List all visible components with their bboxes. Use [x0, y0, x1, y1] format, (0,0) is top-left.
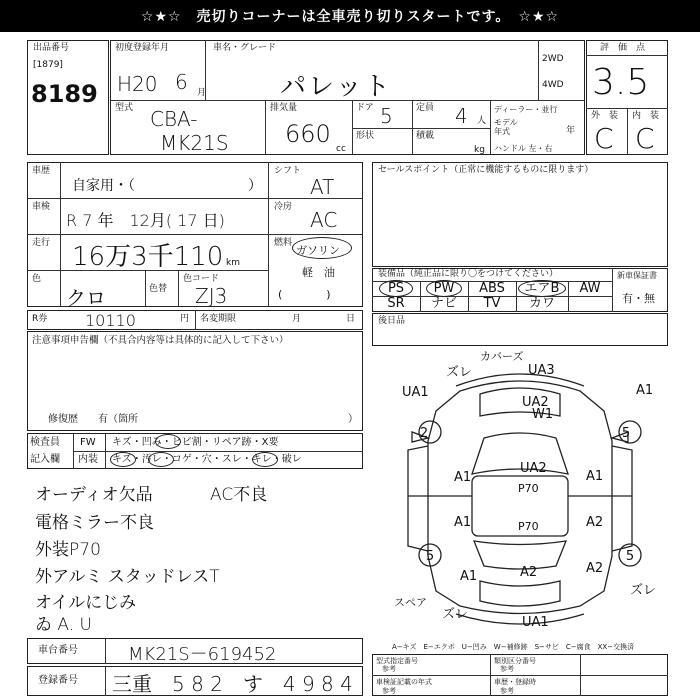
shift-value: AT — [310, 175, 335, 199]
mileage-value: 16万3千110 — [72, 242, 224, 272]
sales-point-box — [372, 162, 668, 267]
mark-a1-right-front: A1 — [586, 469, 604, 484]
mark-zure-rear-left: ズレ — [442, 607, 469, 622]
shift-label: シフト — [274, 166, 302, 176]
lot-sub: [1879] — [33, 60, 63, 70]
score-ext-label: 外 装 — [591, 111, 619, 121]
equip-navi: ナビ — [430, 296, 457, 311]
chassis-value: MK21S－619452 — [128, 644, 277, 665]
fuel-diesel: 軽 油 — [302, 266, 335, 279]
capacity-value: 4 — [455, 104, 468, 128]
car-name-value: パレット — [280, 72, 392, 102]
note-audio: オーディオ欠品 — [35, 485, 153, 505]
dealer-model-year: モデル 年式 — [494, 118, 518, 136]
sales-point-label: セールスポイント（正常に機能するものに限ります） — [378, 165, 594, 175]
ac-label: 冷房 — [274, 202, 293, 212]
bottom-r4a: 参考 — [382, 687, 396, 695]
displacement-label: 排気量 — [270, 103, 298, 113]
mileage-unit: km — [226, 258, 240, 268]
first-reg-era: H20 — [117, 72, 158, 96]
mark-spare: スペア — [394, 596, 427, 609]
mark-a1-left-rear: A1 — [454, 515, 472, 530]
mark-ua3: UA3 — [528, 363, 555, 378]
rear-items-label: 後日品 — [378, 316, 406, 326]
equip-pw-circle — [426, 280, 462, 297]
equip-tv: TV — [483, 296, 501, 311]
wd-4: 4WD — [542, 80, 564, 90]
mark-cover: カバーズ — [480, 350, 524, 363]
new-warranty-value: 有・無 — [622, 292, 655, 305]
car-name-label: 車名・グレード — [213, 43, 277, 53]
lot-label: 出品番号 — [33, 43, 70, 53]
mark-ua2-center: UA2 — [520, 461, 547, 476]
usage-value: 自家用・（ — [72, 178, 135, 194]
model-line2: MK21S — [160, 131, 229, 155]
fuel-gasoline: ガソリン — [296, 244, 340, 257]
displacement-value: 660 — [285, 120, 331, 148]
mark-2: 2 — [419, 426, 429, 441]
mark-5-rear-right: 5 — [625, 549, 635, 564]
notes-label: 注意事項申告欄（不具合内容等は具体的に記入して下さい） — [32, 335, 289, 346]
inspector-label1: 検査員 — [30, 437, 60, 448]
dealer-year-unit: 年 — [566, 126, 576, 136]
inspector-circle-dirt — [148, 452, 174, 467]
mark-a2-right-rear: A2 — [586, 515, 604, 530]
color-value: クロ — [66, 286, 106, 310]
fuel-paren: ( ) — [278, 288, 331, 301]
color-code-label: 色コード — [183, 274, 220, 284]
equip-airbag-circle — [518, 280, 566, 297]
dealer-handle: ハンドル 左・右 — [494, 144, 553, 153]
color-code-value: ZJ3 — [195, 284, 228, 308]
score-int-value: C — [635, 122, 655, 155]
recycle-month: 月 — [292, 314, 302, 324]
bottom-r3b: 車歴・登録時 — [494, 678, 536, 686]
mileage-label: 走行 — [32, 238, 51, 248]
shape-label: 形状 — [356, 131, 375, 141]
bottom-r2b: 参考 — [500, 665, 514, 673]
bottom-r3a: 車検証記載の年式 — [376, 678, 432, 686]
load-unit: kg — [474, 145, 485, 155]
note-wheels: 外アルミ スタッドレスT — [35, 567, 220, 587]
color-label: 色 — [32, 274, 42, 284]
equipment-label: 装備品（純正品に限り〇をつけてください） — [378, 269, 559, 279]
lot-number: 8189 — [31, 80, 98, 108]
score-label: 評 価 点 — [600, 43, 646, 53]
equip-sr: SR — [387, 296, 405, 311]
note-exterior: 外装P70 — [35, 540, 101, 560]
inspector-int: 内装 — [78, 454, 98, 465]
inspector-circle-scratch — [110, 452, 136, 467]
inspection-label: 車検 — [32, 202, 51, 212]
bottom-r4b: 参考 — [500, 687, 514, 695]
score-value: 3.5 — [592, 62, 650, 103]
recycle-unit: 円 — [180, 314, 190, 324]
inspector-label2: 記入欄 — [30, 454, 60, 465]
damage-legend: A−キズ E−エクボ U−凹み W−補修跡 S−サビ C−腐食 XX−交換済 — [392, 643, 635, 651]
usage-label: 車歴 — [32, 166, 51, 176]
capacity-label: 定員 — [416, 103, 435, 113]
mark-a1-left-front: A1 — [454, 470, 472, 485]
inspector-circle-wear — [252, 452, 278, 467]
mark-p70-center: P70 — [518, 482, 539, 495]
registration-label: 登録番号 — [38, 675, 78, 686]
new-warranty-label: 新車保証書 — [617, 271, 657, 280]
mark-a2-rear-right: A2 — [586, 561, 604, 576]
color-tone-label: 色替 — [149, 284, 168, 294]
doors-label: ドア — [356, 103, 374, 113]
mark-ua2-hood: UA2 — [522, 395, 549, 410]
inspector-int-items: キズ・汚レ・コゲ・穴・スレ・キレ・破レ — [112, 454, 302, 465]
mark-a1-rear-left: A1 — [460, 569, 478, 584]
mark-5-rear-left: 5 — [425, 549, 435, 564]
recycle-expiry-label: 名変期限 — [200, 314, 237, 324]
bottom-r2a: 参考 — [382, 665, 396, 673]
first-reg-label: 初度登録年月 — [115, 43, 170, 53]
load-label: 積載 — [416, 131, 435, 141]
recycle-label: R券 — [32, 314, 48, 324]
model-label: 型式 — [115, 103, 134, 113]
note-mirror: 電格ミラー不良 — [35, 513, 154, 533]
recycle-value: 10110 — [85, 311, 136, 330]
chassis-label: 車台番号 — [38, 645, 78, 656]
equip-leather: カワ — [528, 296, 555, 311]
score-int-label: 内 装 — [632, 111, 660, 121]
registration-value: 三重 5 8 2 す 4 9 8 4 — [112, 672, 353, 696]
mark-a1-front-right: A1 — [636, 383, 654, 398]
model-line1: CBA- — [150, 107, 198, 131]
first-reg-unit: 月 — [197, 88, 207, 98]
inspector-circle-dent — [155, 434, 181, 449]
equip-pw: PW — [433, 281, 455, 296]
wd-2: 2WD — [542, 54, 564, 64]
score-ext-value: C — [594, 122, 614, 155]
note-oil: オイルにじみ — [35, 593, 137, 613]
mark-w1: W1 — [532, 407, 554, 422]
inspector-fw: FW — [80, 437, 96, 448]
equip-abs: ABS — [479, 281, 505, 296]
rear-items-box — [372, 313, 668, 346]
recycle-day: 日 — [346, 314, 356, 324]
ac-value: AC — [310, 208, 338, 232]
mark-zure-rear-right: ズレ — [630, 583, 657, 598]
fuel-gasoline-circle — [292, 237, 352, 259]
capacity-unit: 人 — [477, 116, 487, 126]
mark-ua1-front-left: UA1 — [402, 385, 429, 400]
notes-repair-close: ） — [348, 414, 358, 425]
mark-5-front-right: 5 — [621, 426, 631, 441]
mark-a2-rear: A2 — [520, 565, 538, 580]
banner-text: ☆★☆ 売切りコーナーは全車売り切りスタートです。 ☆★☆ — [140, 9, 560, 25]
mark-ua1-rear: UA1 — [522, 615, 549, 630]
equip-ps: PS — [387, 281, 405, 296]
displacement-unit: cc — [336, 144, 346, 154]
bottom-r1b: 類別区分番号 — [494, 657, 536, 665]
note-misc: ゐ A. U — [35, 615, 92, 635]
inspector-fw-items: キズ・凹み・ヒビ割・リペア跡・X要 — [112, 437, 279, 448]
car-damage-diagram — [372, 346, 668, 641]
equip-airbag: エアB — [524, 281, 560, 296]
doors-value: 5 — [380, 104, 393, 128]
inspection-value: R 7 年 12月( 17 日) — [66, 211, 225, 230]
usage-close: ） — [248, 178, 262, 194]
first-reg-month: 6 — [175, 70, 188, 94]
equip-aw: AW — [579, 281, 601, 296]
note-ac: AC不良 — [210, 485, 268, 505]
dealer-label: ディーラー・並行 — [494, 105, 558, 114]
equip-ps-circle — [379, 280, 413, 297]
bottom-r1a: 型式指定番号 — [376, 657, 418, 665]
notes-repair: 修復歴 有（箇所 — [48, 414, 138, 425]
mark-zure-front: ズレ — [446, 365, 473, 380]
fuel-label: 燃料 — [274, 238, 293, 248]
mark-p70-rear: P70 — [518, 520, 539, 533]
